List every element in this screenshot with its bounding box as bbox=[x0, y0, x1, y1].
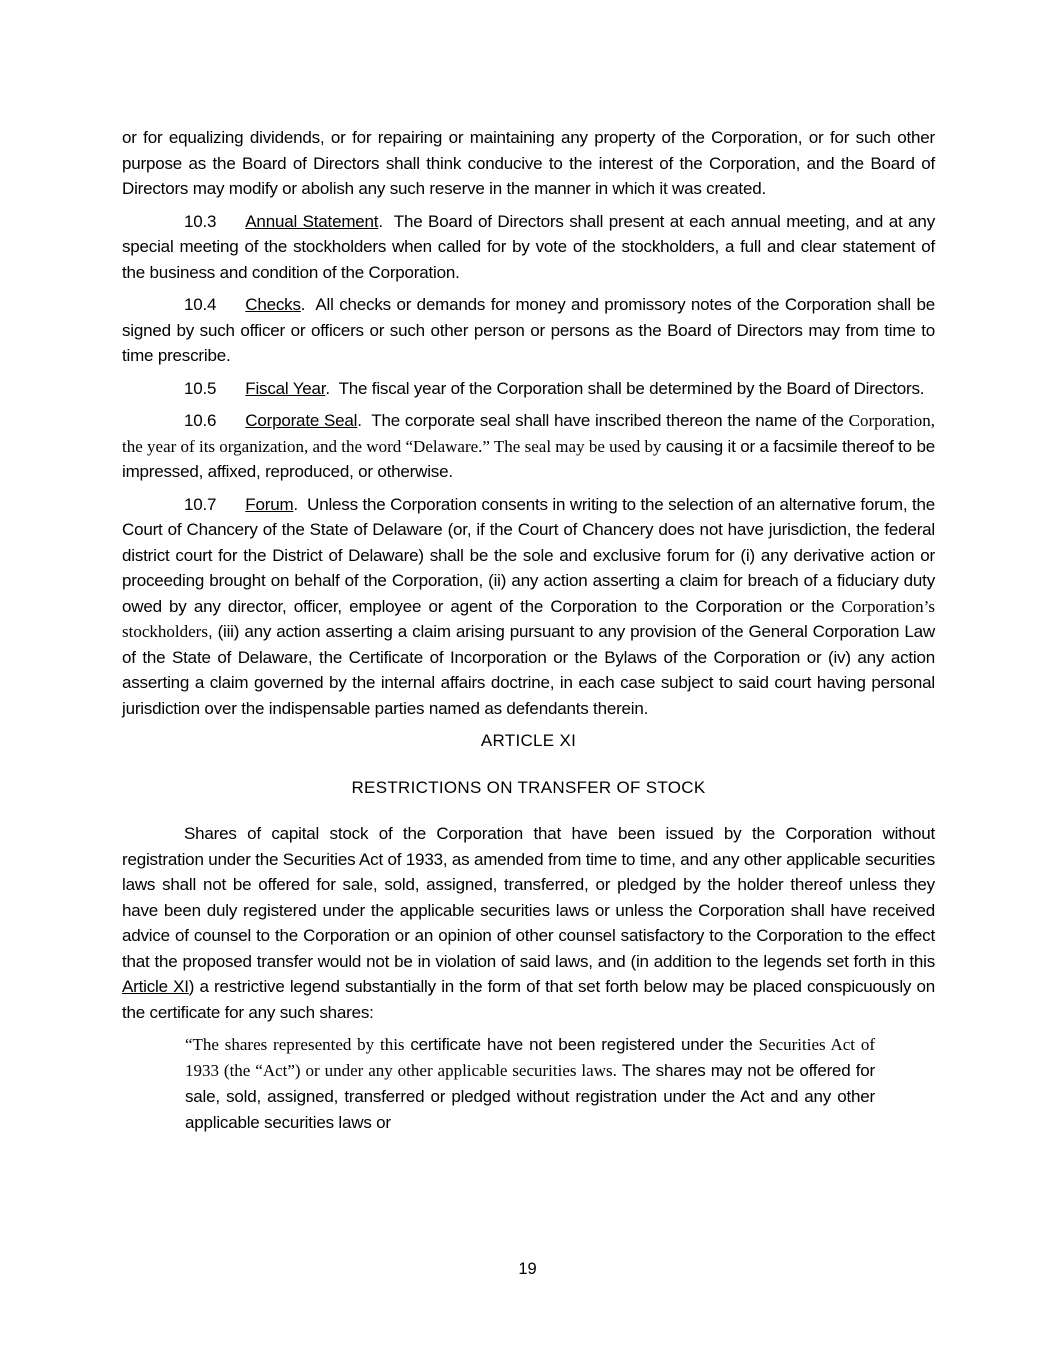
serif-text-run: Securities Act of 1933 (the “Act”) or under any other applicable securities laws. bbox=[185, 1035, 875, 1080]
section-10-4-checks bbox=[122, 292, 935, 369]
text-run: , (iii) any action asserting a claim arising pursuant to any provision of the General Corporation Law of the State of Delaware, the Certificate of Incorporation or the Bylaws of the Corporation or (iv) any action asserting a claim governed by the internal affairs doctrine, in each case subject to said court having personal jurisdiction over the indispensable parties named as defendants therein. bbox=[122, 622, 935, 718]
text-run: . All checks or demands for money and promissory notes of the Corporation shall be signed by such officer or officers or such other person or persons as the Board of Directors may from time to time prescribe. bbox=[122, 295, 935, 365]
paragraph-transfer-restrictions bbox=[122, 821, 935, 1025]
section-10-3-annual-statement bbox=[122, 209, 935, 286]
underlined-text: Article XI bbox=[122, 977, 189, 996]
serif-text-run: Corporation, the year of its organization, and the word “Delaware.” The seal may be used by bbox=[122, 411, 936, 456]
text-run: ) a restrictive legend substantially in the form of that set forth below may be placed conspicuously on the certificate for any such shares: bbox=[122, 977, 935, 1022]
underlined-text: Annual Statement bbox=[245, 211, 379, 231]
text-run: certificate have not been registered under the bbox=[410, 1035, 759, 1054]
section-number: 10.3 bbox=[184, 211, 217, 231]
section-10-7-forum bbox=[122, 492, 935, 722]
text-run: or for equalizing dividends, or for repairing or maintaining any property of the Corporation, or for such other purpose as the Board of Directors shall think conducive to the interest of the Corporation, and the Board of Directors may modify or abolish any such reserve in the manner in which it was created. bbox=[122, 128, 935, 198]
stock-legend-blockquote bbox=[185, 1032, 875, 1136]
underlined-text: Checks bbox=[245, 295, 301, 314]
section-number: 10.6 bbox=[184, 411, 217, 430]
serif-text-run: “The shares represented by this bbox=[185, 1035, 411, 1054]
page-number: 19 bbox=[518, 1260, 537, 1278]
text-run: causing it or a facsimile thereof to be impressed, affixed, reproduced, or otherwise. bbox=[122, 436, 935, 481]
section-number: 10.7 bbox=[184, 494, 217, 514]
underlined-text: Corporate Seal bbox=[245, 411, 358, 430]
section-number: 10.5 bbox=[184, 378, 217, 398]
underlined-text: Forum bbox=[245, 494, 294, 514]
article-xi-heading: ARTICLE XI bbox=[480, 731, 577, 750]
text-run: The shares may not be offered for sale, sold, assigned, transferred or pledged without registration under the Act and any other applicable securities laws or bbox=[185, 1061, 875, 1132]
section-number: 10.4 bbox=[184, 295, 217, 314]
text-run: . The Board of Directors shall present at each annual meeting, and at any special meeting of the stockholders when called for by vote of the stockholders, a full and clear statement of the business and condition of the Corporation. bbox=[122, 211, 935, 282]
serif-text-run: Corporation’s stockholders bbox=[122, 596, 935, 641]
paragraph-reserve-continuation bbox=[122, 125, 935, 202]
section-10-6-corporate-seal bbox=[122, 408, 935, 485]
text-run: . The corporate seal shall have inscribed thereon the name of the bbox=[357, 411, 849, 430]
text-run: . Unless the Corporation consents in writing to the selection of an alternative forum, the Court of Chancery of the State of Delaware (or, if the Court of Chancery does not have jurisdiction, the federal district court for the District of Delaware) shall be the sole and exclusive forum for (i) any derivative action or proceeding brought on behalf of the Corporation, (ii) any action asserting a claim for breach of a fiduciary duty owed by any director, officer, employee or agent of the Corporation to the Corporation or the bbox=[122, 494, 935, 616]
underlined-text: Fiscal Year bbox=[245, 378, 326, 398]
text-run: Shares of capital stock of the Corporation that have been issued by the Corporation without registration under the Securities Act of 1933, as amended from time to time, and any other applicable securities laws shall not be offered for sale, sold, assigned, transferred, or pledged by the holder thereof unless they have been duly registered under the applicable securities laws or unless the Corporation shall have received advice of counsel to the Corporation or an opinion of other counsel satisfactory to the Corporation to the effect that the proposed transfer would not be in violation of said laws, and (in addition to the legends set forth in this bbox=[122, 824, 935, 971]
text-run: . The fiscal year of the Corporation shall be determined by the Board of Directors. bbox=[325, 378, 925, 398]
section-10-5-fiscal-year bbox=[122, 376, 935, 402]
restrictions-on-transfer-heading: RESTRICTIONS ON TRANSFER OF STOCK bbox=[351, 777, 706, 797]
